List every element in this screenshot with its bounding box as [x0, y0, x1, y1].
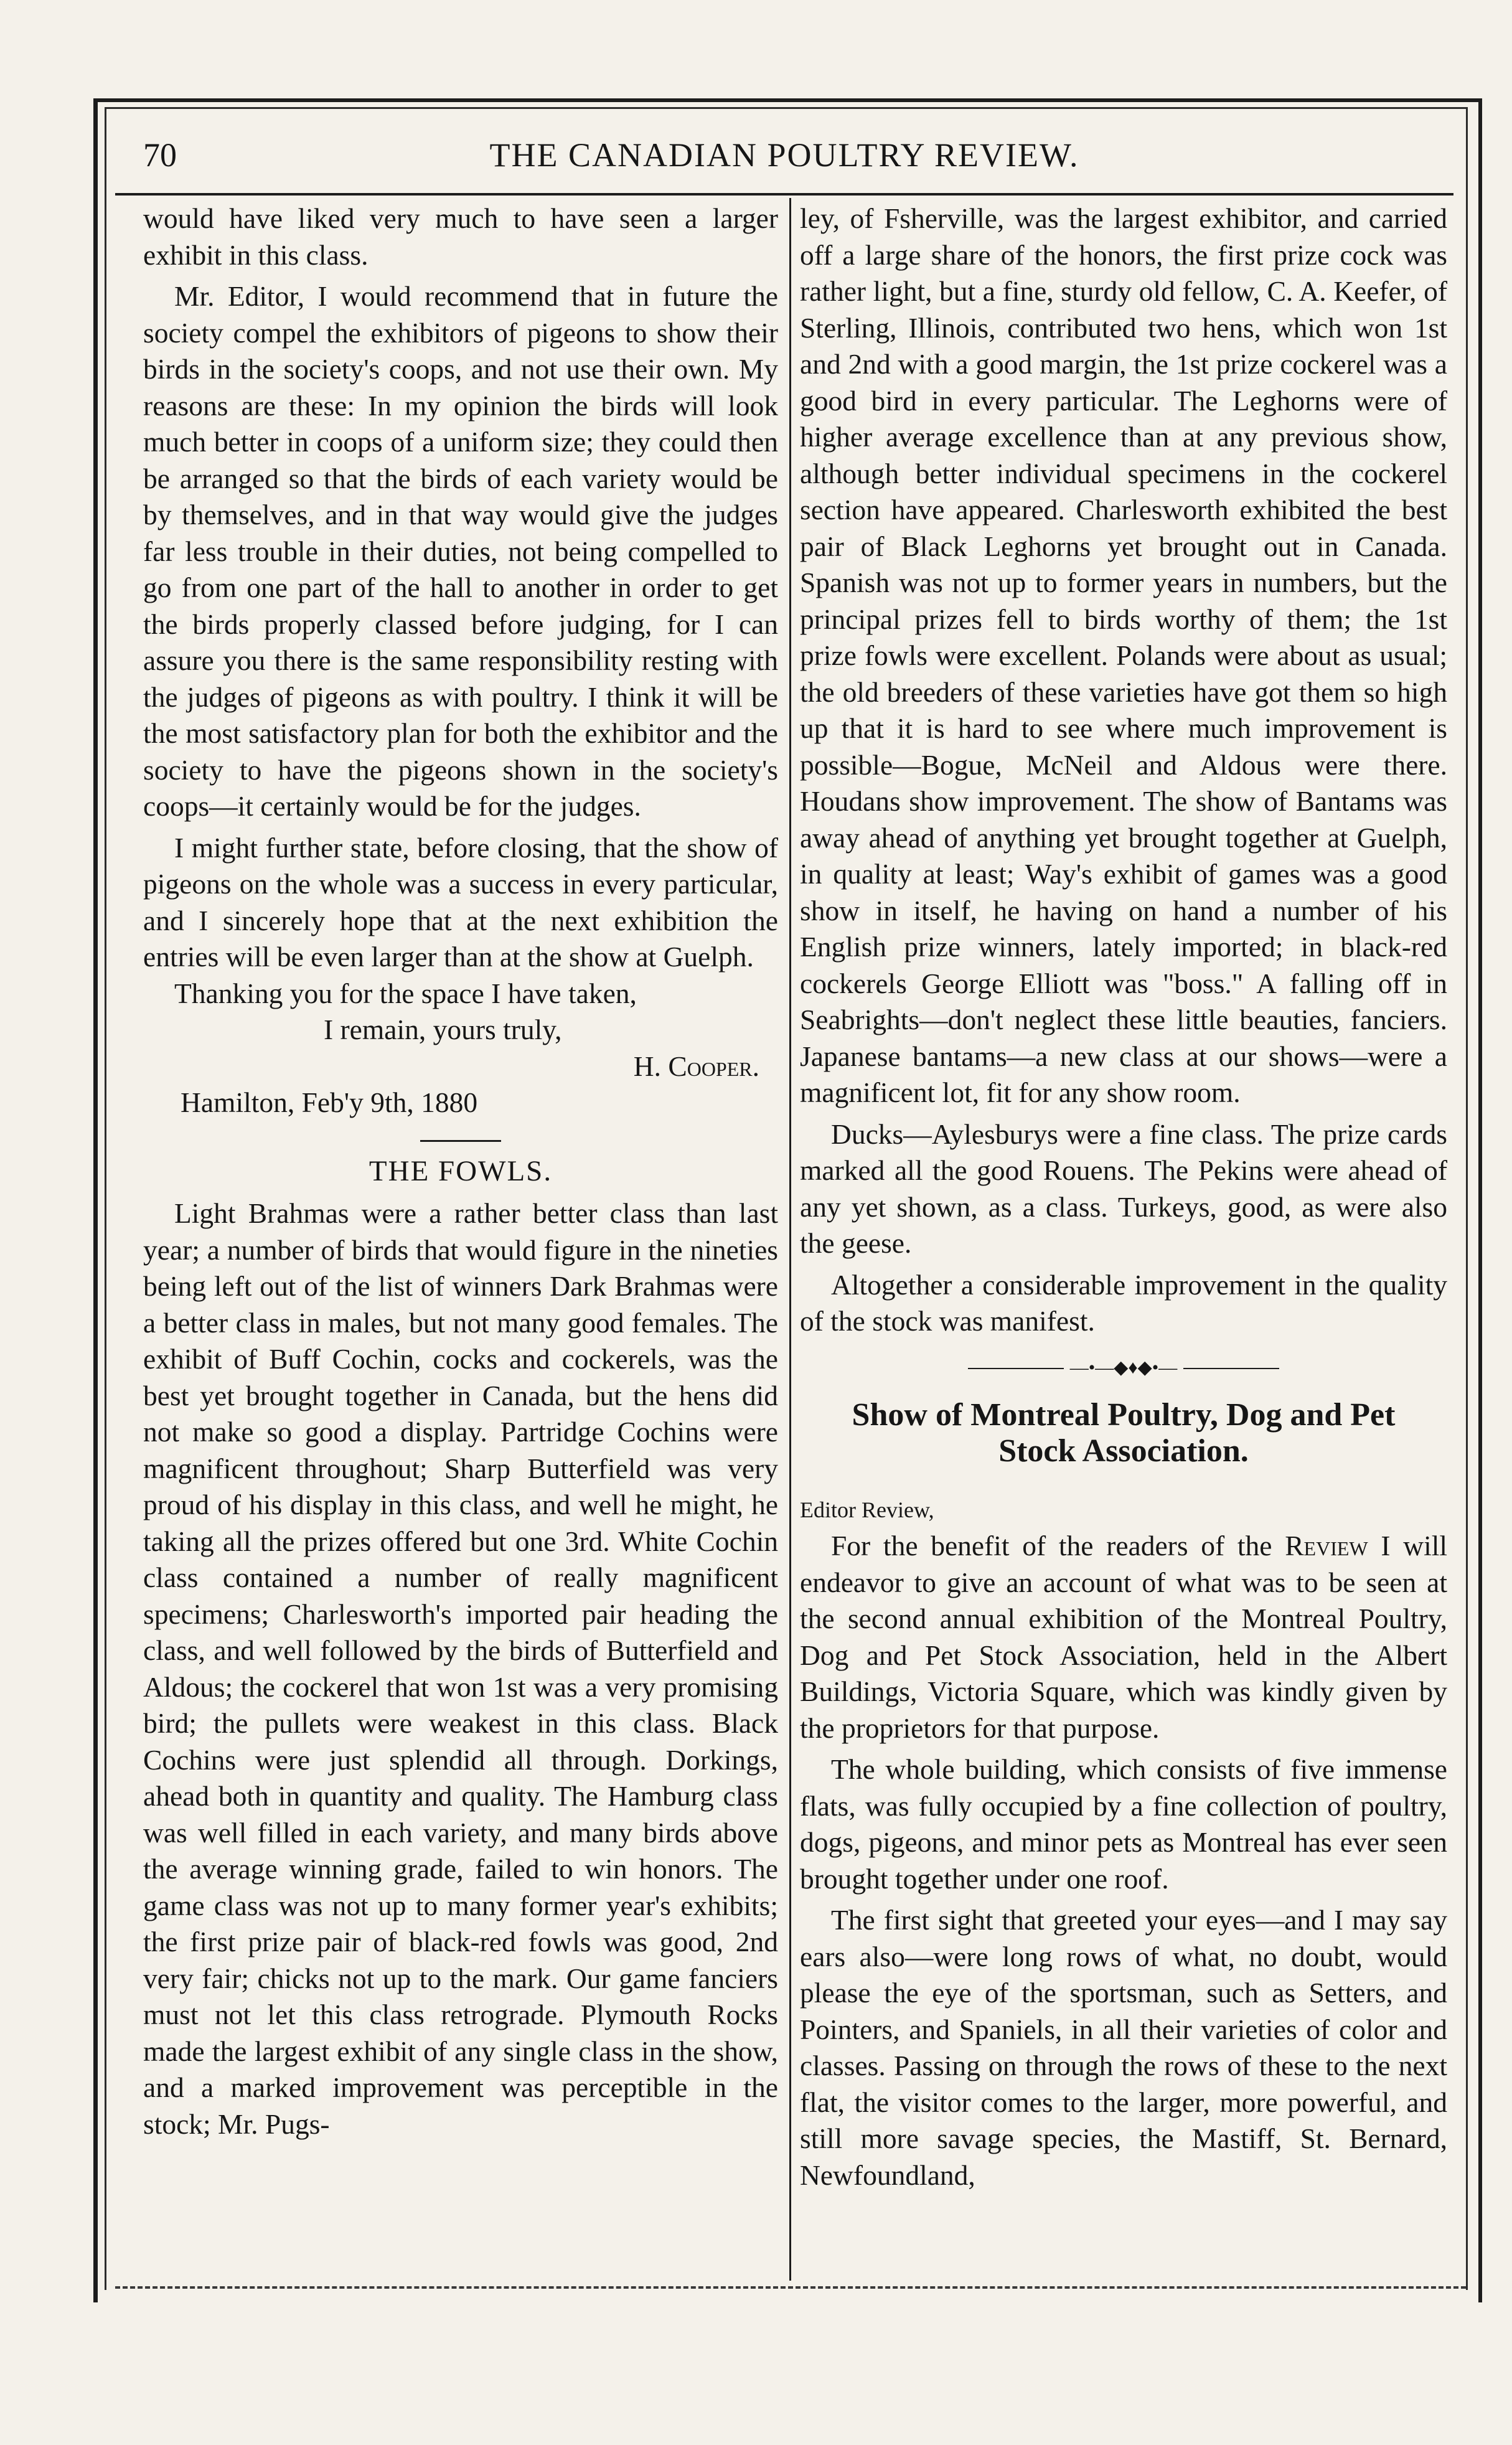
article-heading-line: Stock Association.: [998, 1433, 1249, 1469]
paragraph: Altogether a considerable improvement in the quality of the stock was manifest.: [800, 1268, 1447, 1337]
bottom-rule: [115, 2286, 1466, 2289]
section-heading: THE FOWLS.: [369, 1154, 553, 1187]
paragraph: would have liked very much to have seen a larger exhibit in this class.: [143, 202, 778, 271]
paragraph: The whole building, which consists of five immense flats, was fully occupied by a fine collection of poultry, dogs, pigeons, and minor pets as Montreal has ever seen brought together under one roof.: [800, 1753, 1447, 1895]
column-divider: [789, 198, 791, 2281]
page-header: [115, 125, 1453, 196]
running-title: THE CANADIAN POULTRY REVIEW.: [489, 136, 1079, 174]
signature-name: H. Cooper.: [633, 1050, 759, 1082]
paragraph: [800, 1528, 1447, 1746]
paragraph: Light Brahmas were a rather better class than last year; a number of birds that would figure in the nineties being left out of the list of winners Dark Brahmas were a better class in males, but not many good females. The exhibit of Buff Cochin, cocks and cockerels, was the best yet brought together in Canada, but the hens did not make so good a display. Partridge Cochins were magnificent throughout; Sharp Butterfield was very proud of his display in this class, and well he might, he taking all the prizes offered but one 3rd. White Cochin class contained a number of really magnificent specimens; Charlesworth's imported pair heading the class, and well followed by the birds of Butterfield and Aldous; the cockerel that won 1st was a very promising bird; the pullets were weakest in this class. Black Cochins were just splendid all through. Dorkings, ahead both in quantity and quality. The Hamburg class was well filled in each variety, and many birds above the average winning grade, failed to win honors. The game class was not up to many former year's exhibits; the first prize pair of black-red fowls was good, 2nd very fair; chicks not up to the mark. Our game fanciers must not let this class retrograde. Plymouth Rocks made the largest exhibit of any single class in the show, and a marked improvement was perceptible in the stock; Mr. Pugs-: [143, 1197, 778, 2140]
article-heading: [800, 1397, 1447, 1469]
ornamental-divider: [800, 1356, 1447, 1381]
paragraph: Mr. Editor, I would recommend that in future the society compel the exhibitors of pigeons to show their birds in the society's coops, and not use their own. My reasons are these: In my opinion the birds will look much better in coops of a uniform size; they could then be arranged so that the birds of each variety would be by themselves, and in that way would give the judges far less trouble in their duties, not being compelled to go from one part of the hall to another in order to get the birds properly classed before judging, for I can assure you there is the same responsibility resting with the judges of pigeons as with poultry. I think it will be the most satisfactory plan for both the exhibitor and the society to have the pigeons shown in the society's coops—it certainly would be for the judges.: [143, 280, 778, 822]
signature-closing: I remain, yours truly,: [324, 1014, 562, 1045]
text-run: I will endeavor to give an account of what was to be seen at the second annual exhibition of the Montreal Poultry, Dog and Pet Stock Association, held in the Albert Buildings, Victoria Square, which was kindly given by the proprietors for that purpose.: [800, 1530, 1447, 1744]
paragraph: The first sight that greeted your eyes—and I may say ears also—were long rows of what, no doubt, would please the eye of the sportsman, such as Setters, and Pointers, and Spaniels, in all their varieties of color and classes. Passing on through the rows of these to the next flat, the visitor comes to the larger, more powerful, and still more savage species, the Mastiff, St. Bernard, Newfoundland,: [800, 1904, 1447, 2191]
right-column: [800, 200, 1447, 2274]
paragraph: I might further state, before closing, that the show of pigeons on the whole was a success in every particular, and I sincerely hope that at the next exhibition the entries will be even larger than at the show at Guelph.: [143, 831, 778, 973]
section-rule: [420, 1140, 501, 1142]
text-run: For the benefit of the readers of the: [831, 1530, 1285, 1562]
paragraph: Thanking you for the space I have taken,: [174, 977, 637, 1009]
signature-date: Hamilton, Feb'y 9th, 1880: [181, 1086, 478, 1118]
publication-name: Review: [1285, 1530, 1368, 1562]
article-heading-line: Show of Montreal Poultry, Dog and Pet: [852, 1397, 1396, 1433]
ornament-glyph: —•—◆♦◆•—: [1064, 1357, 1183, 1378]
paragraph: Ducks—Aylesburys were a fine class. The prize cards marked all the good Rouens. The Pekins were ahead of any yet shown, as a class. Turkeys, good, as were also the geese.: [800, 1118, 1447, 1259]
salutation: Editor Review,: [800, 1497, 934, 1522]
left-column: [143, 200, 778, 2274]
paragraph: ley, of Fshervillе, was the largest exhibitor, and carried off a large share of the honors, the first prize cock was rather light, but a fine, sturdy old fellow, C. A. Keefer, of Sterling, Illinois, contributed two hens, which won 1st and 2nd with a good margin, the 1st prize cockerel was a good bird in every particular. The Leghorns were of higher average excellence than at any previous show, although better individual specimens in the cockerel section have appeared. Charlesworth exhibited the best pair of Black Leghorns yet brought out in Canada. Spanish was not up to former years in numbers, but the principal prizes fell to birds worthy of them; the 1st prize fowls were excellent. Polands were about as usual; the old breeders of these varieties have got them so high up that it is hard to see where much improvement is possible—Bogue, McNeil and Aldous were there. Houdans show improvement. The show of Bantams was away ahead of anything yet brought together at Guelph, in quality at least; Way's exhibit of games was a good show in itself, he having on hand a number of his English prize winners, lately imported; in black-red cockerels George Elliott was "boss." A falling off in Seabrights—don't neglect these little beauties, fanciers. Japanese bantams—a new class at our shows—were a magnificent lot, fit for any show room.: [800, 202, 1447, 1108]
page-number: 70: [143, 136, 177, 174]
